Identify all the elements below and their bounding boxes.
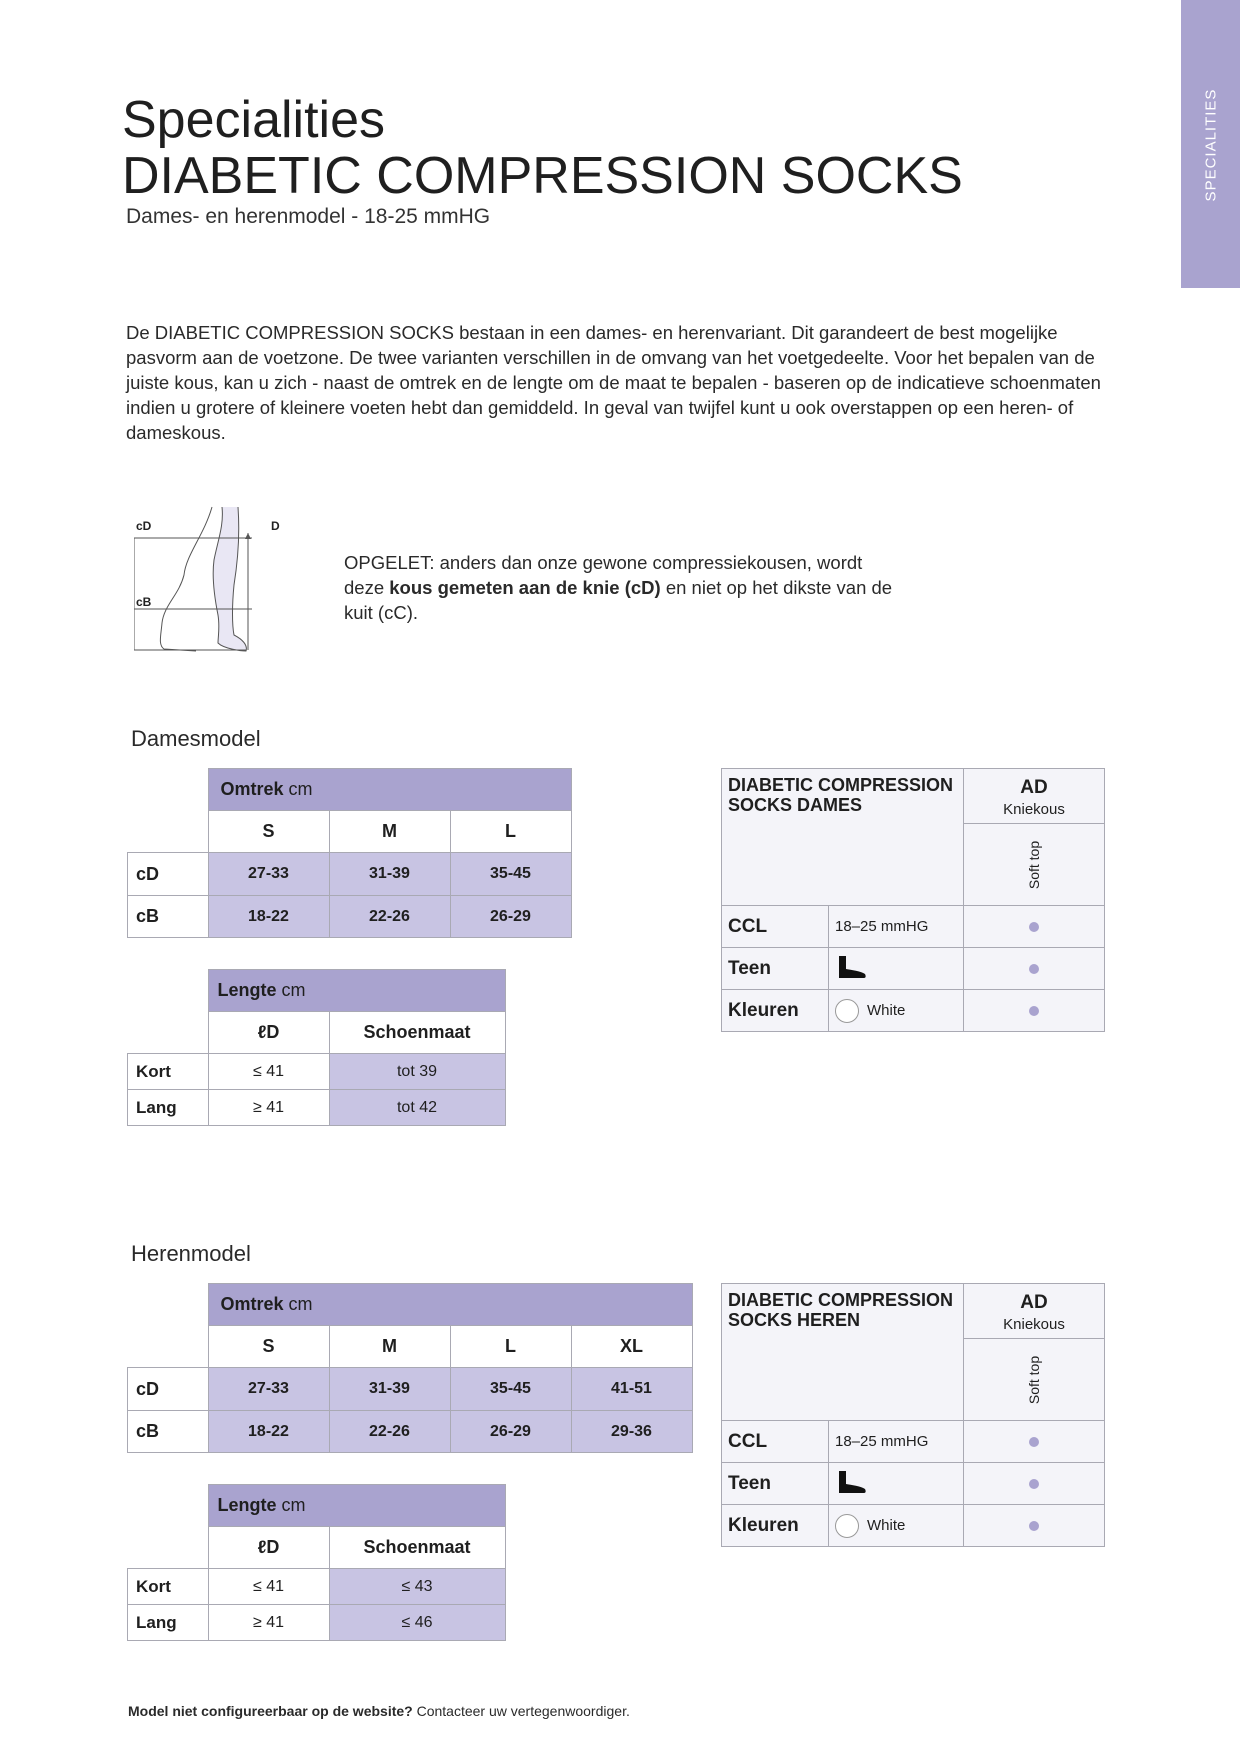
availability-dot — [1029, 1479, 1039, 1489]
table-cell: 27-33 — [208, 853, 329, 896]
color-swatch-white — [835, 999, 859, 1023]
page-subtitle: Dames- en herenmodel - 18-25 mmHG — [126, 205, 491, 228]
dames-lengte-table — [127, 969, 506, 1126]
row-label: cD — [128, 1368, 209, 1411]
table-cell: 22-26 — [329, 896, 450, 938]
availability-dot — [1029, 1006, 1039, 1016]
table-cell: 35-45 — [450, 853, 571, 896]
table-cell: 26-29 — [450, 896, 571, 938]
table-cell: 31-39 — [329, 1368, 450, 1411]
row-label: Lang — [128, 1090, 209, 1126]
kleuren-label: Kleuren — [722, 1505, 829, 1547]
color-name: White — [867, 1001, 906, 1019]
page-title: Specialities — [122, 91, 386, 149]
footer-note: Model niet configureerbaar op de website? Contacteer uw vertegenwoordiger. — [128, 1703, 630, 1719]
table-cell: ≤ 41 — [208, 1054, 329, 1090]
col-label-ld: ℓD — [208, 1012, 329, 1054]
table-cell: 41-51 — [571, 1368, 692, 1411]
teen-label: Teen — [722, 1463, 829, 1505]
closed-toe-icon — [835, 1469, 867, 1495]
dames-omtrek-table — [127, 768, 572, 938]
size-label: L — [450, 811, 571, 853]
availability-dot — [1029, 1521, 1039, 1531]
table-cell: ≥ 41 — [208, 1090, 329, 1126]
col-label-schoenmaat: Schoenmaat — [329, 1527, 505, 1569]
table-cell: 29-36 — [571, 1411, 692, 1453]
col-label-schoenmaat: Schoenmaat — [329, 1012, 505, 1054]
heren-product-table — [721, 1283, 1105, 1547]
lengte-header: Lengte cm — [208, 970, 505, 1012]
table-cell: 22-26 — [329, 1411, 450, 1453]
row-label: cB — [128, 1411, 209, 1453]
ccl-label: CCL — [722, 1421, 829, 1463]
page-title-product: DIABETIC COMPRESSION SOCKS — [122, 147, 963, 205]
col-label-ld: ℓD — [208, 1527, 329, 1569]
table-cell: 31-39 — [329, 853, 450, 896]
warning-emphasis: kous gemeten aan de knie (cD) — [389, 577, 661, 598]
ccl-value: 18–25 mmHG — [829, 906, 964, 948]
side-tab — [1181, 0, 1240, 288]
section-title-heren: Herenmodel — [131, 1241, 251, 1266]
product-title: DIABETIC COMPRESSION SOCKS DAMES — [722, 769, 964, 906]
lengte-header: Lengte cm — [208, 1485, 505, 1527]
product-ad: AD Kniekous — [964, 1284, 1105, 1339]
closed-toe-icon — [835, 954, 867, 980]
heren-omtrek-table — [127, 1283, 693, 1453]
table-cell: ≤ 46 — [329, 1605, 505, 1641]
omtrek-header: Omtrek cm — [208, 769, 571, 811]
table-cell: tot 39 — [329, 1054, 505, 1090]
table-cell: 26-29 — [450, 1411, 571, 1453]
color-swatch-white — [835, 1514, 859, 1538]
size-label: S — [208, 1326, 329, 1368]
omtrek-header: Omtrek cm — [208, 1284, 692, 1326]
section-title-dames: Damesmodel — [131, 726, 261, 751]
soft-top-label: Soft top — [964, 1339, 1105, 1421]
ccl-value: 18–25 mmHG — [829, 1421, 964, 1463]
table-cell: 27-33 — [208, 1368, 329, 1411]
diagram-label-d: D — [271, 519, 280, 533]
size-label: S — [208, 811, 329, 853]
dames-product-table — [721, 768, 1105, 1032]
warning-note: OPGELET: anders dan onze gewone compressiekousen, wordt deze kous gemeten aan de knie (cD) en niet op het dikste van de kuit (cC). — [344, 552, 893, 623]
table-cell: ≥ 41 — [208, 1605, 329, 1641]
size-label: M — [329, 811, 450, 853]
intro-paragraph: De DIABETIC COMPRESSION SOCKS bestaan in een dames- en herenvariant. Dit garandeert de best mogelijke pasvorm aan de voetzone. De twee varianten verschillen in de omvang van het voetgedeelte. Voor het bepalen van de juiste kous, kan u zich - naast de omtrek en de lengte om de maat te bepalen - baseren op de indicatieve schoenmaten indien u grotere of kleinere voeten hebt dan gemiddeld. In geval van twijfel kunt u ook overstappen op een heren- of dameskous. — [126, 322, 1101, 443]
table-cell: 18-22 — [208, 1411, 329, 1453]
row-label: cB — [128, 896, 209, 938]
row-label: Lang — [128, 1605, 209, 1641]
product-ad: AD Kniekous — [964, 769, 1105, 824]
table-cell: 18-22 — [208, 896, 329, 938]
soft-top-label: Soft top — [964, 824, 1105, 906]
availability-dot — [1029, 922, 1039, 932]
heren-lengte-table — [127, 1484, 506, 1641]
availability-dot — [1029, 1437, 1039, 1447]
leg-measurement-diagram — [134, 505, 284, 655]
size-label: XL — [571, 1326, 692, 1368]
table-cell: ≤ 41 — [208, 1569, 329, 1605]
teen-label: Teen — [722, 948, 829, 990]
size-label: M — [329, 1326, 450, 1368]
row-label: cD — [128, 853, 209, 896]
ccl-label: CCL — [722, 906, 829, 948]
table-cell: ≤ 43 — [329, 1569, 505, 1605]
product-title: DIABETIC COMPRESSION SOCKS HEREN — [722, 1284, 964, 1421]
row-label: Kort — [128, 1569, 209, 1605]
row-label: Kort — [128, 1054, 209, 1090]
kleuren-label: Kleuren — [722, 990, 829, 1032]
diagram-label-cb: cB — [136, 595, 152, 609]
availability-dot — [1029, 964, 1039, 974]
table-cell: 35-45 — [450, 1368, 571, 1411]
color-name: White — [867, 1516, 906, 1534]
diagram-label-cd: cD — [136, 519, 152, 533]
table-cell: tot 42 — [329, 1090, 505, 1126]
side-tab-label: SPECIALITIES — [1202, 88, 1219, 202]
size-label: L — [450, 1326, 571, 1368]
